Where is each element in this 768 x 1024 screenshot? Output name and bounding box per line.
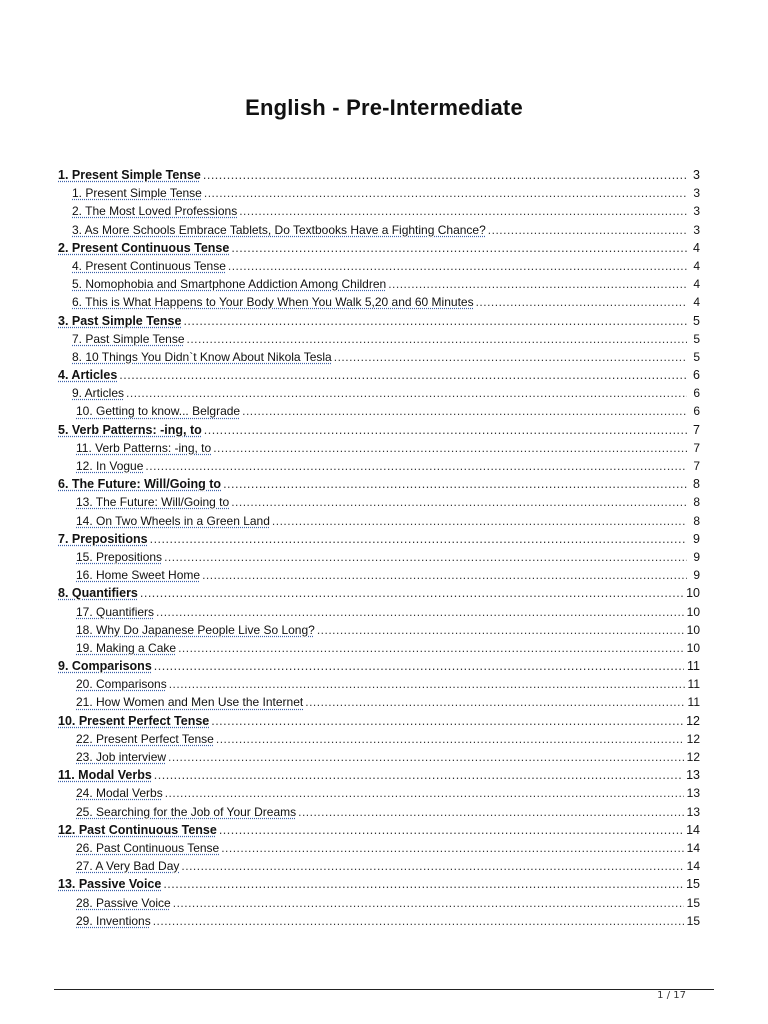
toc-lesson-entry[interactable] (58, 748, 700, 766)
page-indicator: 1 / 17 (657, 990, 686, 1001)
toc-entry-link[interactable]: 3. As More Schools Embrace Tablets, Do Textbooks Have a Fighting Chance? (72, 222, 486, 237)
toc-lesson-entry[interactable] (58, 348, 700, 366)
toc-entry-link[interactable]: 14. On Two Wheels in a Green Land (76, 513, 270, 528)
dot-leader (231, 493, 687, 511)
toc-lesson-entry[interactable] (58, 330, 700, 348)
toc-entry-link[interactable]: 11. Modal Verbs (58, 768, 152, 783)
toc-lesson-entry[interactable] (58, 402, 700, 420)
dot-leader (119, 366, 687, 384)
toc-entry-link[interactable]: 10. Getting to know... Belgrade (76, 404, 241, 419)
toc-section-entry[interactable] (58, 312, 700, 330)
toc-lesson-entry[interactable] (58, 275, 700, 293)
toc-page-number: 7 (693, 459, 700, 473)
dot-leader (211, 712, 683, 730)
dot-leader (228, 257, 687, 275)
dot-leader (219, 821, 683, 839)
toc-entry-link[interactable]: 29. Inventions (76, 913, 151, 928)
toc-lesson-entry[interactable] (58, 675, 700, 693)
toc-section-entry[interactable] (58, 584, 700, 602)
toc-entry-link[interactable]: 4. Articles (58, 368, 118, 383)
document-title: English - Pre-Intermediate (245, 95, 523, 120)
toc-page-number: 10 (686, 586, 700, 601)
toc-entry-link[interactable]: 22. Present Perfect Tense (76, 731, 214, 746)
toc-section-entry[interactable] (58, 239, 700, 257)
toc-section-entry[interactable] (58, 712, 700, 730)
toc-lesson-entry[interactable] (58, 912, 700, 930)
toc-section-entry[interactable] (58, 530, 700, 548)
toc-page-number: 5 (693, 331, 700, 346)
toc-page-number: 11 (687, 695, 700, 710)
toc-entry-link[interactable]: 13. The Future: Will/Going to (76, 495, 230, 510)
toc-page-number: 8 (693, 477, 700, 492)
dot-leader (204, 421, 687, 439)
toc-entry-link[interactable]: 18. Why Do Japanese People Live So Long? (76, 622, 315, 637)
dot-leader (203, 166, 687, 184)
toc-lesson-entry[interactable] (58, 221, 700, 239)
toc-entry-link[interactable]: 9. Comparisons (58, 659, 152, 674)
toc-entry-link[interactable]: 23. Job interview (76, 750, 167, 764)
toc-section-entry[interactable] (58, 821, 700, 839)
toc-entry-link[interactable]: 19. Making a Cake (76, 640, 177, 655)
dot-leader (140, 584, 683, 602)
toc-page-number: 5 (693, 349, 700, 364)
toc-entry-link[interactable]: 25. Searching for the Job of Your Dreams (76, 804, 297, 819)
toc-page-number: 6 (693, 386, 700, 401)
toc-lesson-entry[interactable] (58, 257, 700, 275)
toc-lesson-entry[interactable] (58, 293, 700, 311)
dot-leader (305, 693, 684, 711)
toc-section-entry[interactable] (58, 766, 700, 784)
toc-entry-link[interactable]: 1. Present Simple Tense (58, 168, 201, 182)
toc-page-number: 7 (693, 440, 700, 455)
toc-page-number: 15 (686, 913, 700, 928)
toc-page-number: 12 (686, 713, 700, 728)
toc-lesson-entry[interactable] (58, 202, 700, 220)
dot-leader (242, 402, 687, 420)
toc-entry-link[interactable]: 10. Present Perfect Tense (58, 713, 210, 728)
toc-page-number: 9 (693, 531, 700, 546)
toc-lesson-entry[interactable] (58, 693, 700, 711)
dot-leader (334, 348, 687, 366)
toc-page-number: 3 (693, 168, 700, 182)
toc-entry-link[interactable]: 26. Past Continuous Tense (76, 840, 220, 855)
toc-entry-link[interactable]: 6. This is What Happens to Your Body When You Walk 5,20 and 60 Minutes (72, 295, 474, 310)
toc-entry-link[interactable]: 2. Present Continuous Tense (58, 240, 230, 255)
toc-page-number: 12 (686, 750, 700, 764)
toc-page-number: 15 (686, 895, 700, 910)
toc-page-number: 3 (693, 222, 700, 237)
dot-leader (231, 239, 687, 257)
toc-page-number: 12 (686, 731, 700, 746)
dot-leader (169, 675, 685, 693)
toc-entry-link[interactable]: 20. Comparisons (76, 677, 167, 692)
toc-entry-link[interactable]: 15. Prepositions (76, 549, 163, 564)
toc-page-number: 5 (693, 313, 700, 328)
toc-entry-link[interactable]: 24. Modal Verbs (76, 786, 163, 801)
dot-leader (178, 639, 684, 657)
toc-page-number: 3 (693, 186, 700, 201)
toc-entry-link[interactable]: 7. Past Simple Tense (72, 331, 185, 346)
table-of-contents (58, 166, 700, 930)
dot-leader (150, 530, 687, 548)
toc-entry-link[interactable]: 27. A Very Bad Day (76, 859, 180, 874)
toc-lesson-entry[interactable] (58, 493, 700, 511)
toc-page-number: 4 (693, 258, 700, 273)
dot-leader (153, 912, 684, 930)
dot-leader (183, 312, 687, 330)
dot-leader (126, 384, 687, 402)
toc-lesson-entry[interactable] (58, 184, 700, 202)
toc-lesson-entry[interactable] (58, 639, 700, 657)
toc-entry-link[interactable]: 5. Nomophobia and Smartphone Addiction Among Children (72, 277, 387, 292)
toc-entry-link[interactable]: 2. The Most Loved Professions (72, 204, 238, 219)
toc-section-entry[interactable] (58, 475, 700, 493)
toc-entry-link[interactable]: 8. Quantifiers (58, 586, 138, 601)
toc-page-number: 15 (686, 877, 700, 892)
toc-page-number: 6 (693, 368, 700, 383)
toc-page-number: 14 (686, 840, 700, 855)
toc-entry-link[interactable]: 7. Prepositions (58, 531, 148, 546)
toc-page-number: 9 (693, 549, 700, 564)
toc-page-number: 11 (687, 677, 700, 692)
dot-leader (239, 202, 687, 220)
toc-page-number: 7 (693, 422, 700, 437)
dot-leader (145, 457, 687, 475)
toc-entry-link[interactable]: 4. Present Continuous Tense (72, 258, 226, 273)
toc-section-entry[interactable] (58, 366, 700, 384)
toc-entry-link[interactable]: 12. Past Continuous Tense (58, 822, 217, 837)
toc-entry-link[interactable]: 5. Verb Patterns: -ing, to (58, 422, 202, 437)
toc-lesson-entry[interactable] (58, 857, 700, 875)
toc-page-number: 9 (693, 568, 700, 583)
toc-page-number: 4 (693, 240, 700, 255)
toc-lesson-entry[interactable] (58, 839, 700, 857)
toc-page-number: 8 (693, 513, 700, 528)
toc-entry-link[interactable]: 28. Passive Voice (76, 895, 171, 910)
dot-leader (476, 293, 687, 311)
toc-entry-link[interactable]: 16. Home Sweet Home (76, 568, 201, 583)
dot-leader (187, 330, 687, 348)
toc-page-number: 4 (693, 295, 700, 310)
dot-leader (388, 275, 687, 293)
toc-lesson-entry[interactable] (58, 439, 700, 457)
toc-entry-link[interactable]: 12. In Vogue (76, 459, 144, 473)
toc-page-number: 13 (686, 786, 700, 801)
dot-leader (154, 766, 683, 784)
toc-lesson-entry[interactable] (58, 803, 700, 821)
dot-leader (213, 439, 687, 457)
footer-divider (54, 989, 714, 990)
toc-entry-link[interactable]: 1. Present Simple Tense (72, 186, 202, 201)
toc-section-entry[interactable] (58, 166, 700, 184)
toc-section-entry[interactable] (58, 875, 700, 893)
dot-leader (181, 857, 683, 875)
toc-page-number: 10 (686, 640, 700, 655)
toc-page-number: 4 (693, 277, 700, 292)
toc-lesson-entry[interactable] (58, 457, 700, 475)
dot-leader (202, 566, 687, 584)
toc-section-entry[interactable] (58, 657, 700, 675)
dot-leader (298, 803, 684, 821)
dot-leader (223, 475, 687, 493)
toc-page-number: 10 (686, 604, 700, 619)
toc-page-number: 3 (693, 204, 700, 219)
toc-lesson-entry[interactable] (58, 784, 700, 802)
dot-leader (221, 839, 683, 857)
toc-page-number: 8 (693, 495, 700, 510)
dot-leader (164, 548, 687, 566)
dot-leader (156, 603, 684, 621)
toc-entry-link[interactable]: 13. Passive Voice (58, 877, 162, 892)
dot-leader (165, 784, 684, 802)
toc-page-number: 10 (686, 622, 700, 637)
toc-page-number: 11 (687, 659, 700, 674)
dot-leader (173, 894, 684, 912)
toc-entry-link[interactable]: 11. Verb Patterns: -ing, to (76, 440, 212, 455)
toc-lesson-entry[interactable] (58, 548, 700, 566)
toc-lesson-entry[interactable] (58, 384, 700, 402)
toc-lesson-entry[interactable] (58, 603, 700, 621)
dot-leader (204, 184, 687, 202)
toc-entry-link[interactable]: 8. 10 Things You Didn`t Know About Nikola Tesla (72, 349, 332, 364)
dot-leader (272, 512, 687, 530)
toc-entry-link[interactable]: 6. The Future: Will/Going to (58, 477, 222, 492)
dot-leader (163, 875, 683, 893)
dot-leader (488, 221, 687, 239)
toc-entry-link[interactable]: 3. Past Simple Tense (58, 313, 182, 328)
toc-lesson-entry[interactable] (58, 512, 700, 530)
toc-section-entry[interactable] (58, 421, 700, 439)
toc-page-number: 14 (686, 859, 700, 874)
toc-entry-link[interactable]: 21. How Women and Men Use the Internet (76, 695, 304, 710)
toc-page-number: 13 (686, 804, 700, 819)
dot-leader (216, 730, 684, 748)
toc-entry-link[interactable]: 9. Articles (72, 386, 125, 401)
toc-page-number: 13 (686, 768, 700, 783)
toc-lesson-entry[interactable] (58, 566, 700, 584)
toc-entry-link[interactable]: 17. Quantifiers (76, 604, 155, 619)
dot-leader (168, 748, 684, 766)
toc-page-number: 6 (693, 404, 700, 419)
toc-page-number: 14 (686, 822, 700, 837)
dot-leader (317, 621, 684, 639)
dot-leader (154, 657, 684, 675)
toc-lesson-entry[interactable] (58, 730, 700, 748)
toc-lesson-entry[interactable] (58, 621, 700, 639)
toc-lesson-entry[interactable] (58, 894, 700, 912)
